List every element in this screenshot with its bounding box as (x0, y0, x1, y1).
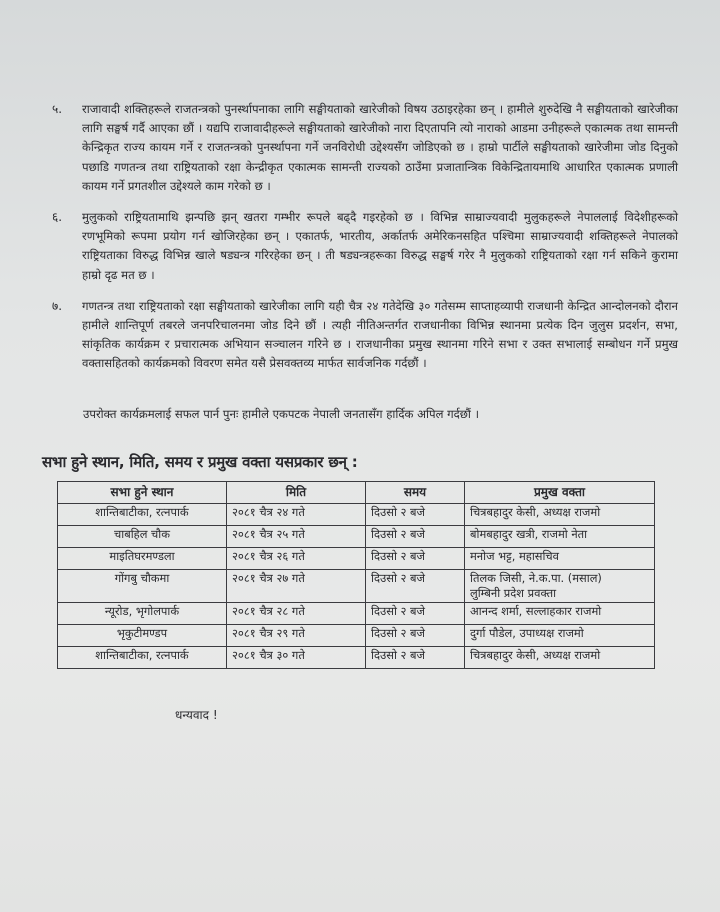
table-row (58, 548, 655, 570)
cell-time: दिउसो २ बजे (366, 625, 465, 647)
thanks-note: धन्यवाद ! (175, 708, 218, 722)
cell-speaker: दुर्गा पौडेल, उपाध्यक्ष राजमो (465, 625, 655, 647)
cell-time: दिउसो २ बजे (366, 504, 465, 526)
cell-speaker: चित्रबहादुर केसी, अध्यक्ष राजमो (465, 647, 655, 669)
point-5 (44, 100, 678, 196)
cell-date: २०८१ चैत्र २८ गते (227, 603, 366, 625)
cell-date: २०८१ चैत्र २९ गते (227, 625, 366, 647)
header-date: मिति (227, 482, 366, 504)
cell-place: चाबहिल चौक (58, 526, 227, 548)
point-text: मुलुकको राष्ट्रियतामाथि झन्पछि झन् खतरा गम्भीर रूपले बढ्दै गइरहेको छ । विभिन्न साम्राज्यवादी मुलुकहरूले नेपाललाई विदेशीहरूको रणभूमिको रूपमा प्रयोग गर्न खोजिरहेका छन् । एकातर्फ, भारतीय, अर्कातर्फ अमेरिकनसहित पश्चिमा साम्राज्यवादी शक्तिहरूले नेपालको राष्ट्रियताका विरुद्ध विभिन्न खाले षड्यन्त्र गरिरहेका छन् । ती षड्यन्त्रहरूका विरुद्ध सङ्घर्ष गरेर नै मुलुकको राष्ट्रियताको रक्षा गर्न सकिने कुरामा हाम्रो दृढ मत छ । (82, 210, 678, 282)
point-number: ५. (52, 102, 63, 116)
cell-time: दिउसो २ बजे (366, 647, 465, 669)
point-text: गणतन्त्र तथा राष्ट्रियताको रक्षा सङ्घीयताको खारेजीका लागि यही चैत्र २४ गतेदेखि ३० गतेसम्म साप्ताहव्यापी राजधानी केन्द्रित आन्दोलनको दौरान हामीले शान्तिपूर्ण तबरले जनपरिचालनमा जोड दिने छौं । त्यही नीतिअन्तर्गत राजधानीका विभिन्न स्थानमा प्रत्येक दिन जुलुस प्रदर्शन, सभा, सांकृतिक कार्यक्रम र प्रचारात्मक अभियान सञ्चालन गरिने छ । राजधानीका प्रमुख स्थानमा गरिने सभा र उक्त सभालाई सम्बोधन गर्ने प्रमुख वक्तासहितको कार्यक्रमको विवरण समेत यसै प्रेसवक्तव्य मार्फत सार्वजनिक गर्दछौं । (82, 298, 678, 371)
cell-place: शान्तिबाटीका, रत्नपार्क (58, 647, 227, 669)
cell-date: २०८१ चैत्र २६ गते (227, 548, 366, 570)
table-row (58, 647, 655, 669)
header-place: सभा हुने स्थान (58, 482, 227, 504)
point-7 (44, 297, 678, 374)
cell-time: दिउसो २ बजे (366, 548, 465, 570)
header-speaker: प्रमुख वक्ता (465, 482, 655, 504)
cell-place: गोंगबु चौकमा (58, 570, 227, 603)
point-number: ६. (52, 210, 63, 225)
cell-time: दिउसो २ बजे (366, 603, 465, 625)
point-6 (44, 208, 678, 285)
speaker-line-1: तिलक जिसी, ने.क.पा. (मसाल) (470, 571, 602, 585)
cell-speaker: बोमबहादुर खत्री, राजमो नेता (465, 526, 655, 548)
cell-time: दिउसो २ बजे (366, 570, 465, 603)
point-text: राजावादी शक्तिहरूले राजतन्त्रको पुनर्स्थापनाका लागि सङ्घीयताको खारेजीको विषय उठाइरहेका छन् । हामीले शुरुदेखि नै सङ्घीयताको खारेजीका लागि सङ्घर्ष गर्दै आएका छौं । यद्यपि राजावादीहरूले सङ्घीयताको खारेजीको नारा दिएतापनि त्यो नाराको आडमा उनीहरूले एकात्मक तथा सामन्ती केन्द्रिकृत राज्य कायम गर्ने र राजतन्त्रको पुनर्स्थापना गर्ने जनविरोधी उद्देश्यसँग जोडिएको छ । हाम्रो पार्टीले सङ्घीयताको खारेजीमा जोड दिनुको पछाडि गणतन्त्र तथा राष्ट्रियताको रक्षा केन्द्रीकृत एकात्मक सामन्ती राज्यको ठाउँमा प्रजातान्त्रिक विकेन्द्रितायमाथि आधारित एकात्मक प्रणाली कायम गर्ने प्रगतशील उद्देश्यले काम गरेको छ । (82, 102, 678, 193)
cell-speaker: मनोज भट्ट, महासचिव (465, 548, 655, 570)
schedule-heading: सभा हुने स्थान, मिति, समय र प्रमुख वक्ता यसप्रकार छन् : (42, 453, 358, 471)
numbered-points (44, 100, 678, 386)
cell-speaker: आनन्द शर्मा, सल्लाहकार राजमो (465, 603, 655, 625)
schedule-table (57, 481, 655, 669)
cell-place: भृकुटीमण्डप (58, 625, 227, 647)
speaker-line-2: लुम्बिनी प्रदेश प्रवक्ता (470, 586, 557, 600)
closing-appeal: उपरोक्त कार्यक्रमलाई सफल पार्न पुनः हामीले एकपटक नेपाली जनतासँग हार्दिक अपिल गर्दछौं । (83, 407, 480, 421)
point-number: ७. (52, 298, 63, 313)
table-row (58, 570, 655, 603)
cell-speaker: चित्रबहादुर केसी, अध्यक्ष राजमो (465, 504, 655, 526)
cell-place: न्यूरोड, भृगोलपार्क (58, 603, 227, 625)
table-row (58, 603, 655, 625)
cell-place: शान्तिबाटीका, रत्नपार्क (58, 504, 227, 526)
cell-date: २०८१ चैत्र २४ गते (227, 504, 366, 526)
table-row (58, 504, 655, 526)
cell-date: २०८१ चैत्र २७ गते (227, 570, 366, 603)
table-header-row (58, 482, 655, 504)
cell-speaker (465, 570, 655, 603)
cell-time: दिउसो २ बजे (366, 526, 465, 548)
table-row (58, 625, 655, 647)
header-time: समय (366, 482, 465, 504)
cell-date: २०८१ चैत्र ३० गते (227, 647, 366, 669)
cell-date: २०८१ चैत्र २५ गते (227, 526, 366, 548)
cell-place: माइतिघरमण्डला (58, 548, 227, 570)
table-row (58, 526, 655, 548)
